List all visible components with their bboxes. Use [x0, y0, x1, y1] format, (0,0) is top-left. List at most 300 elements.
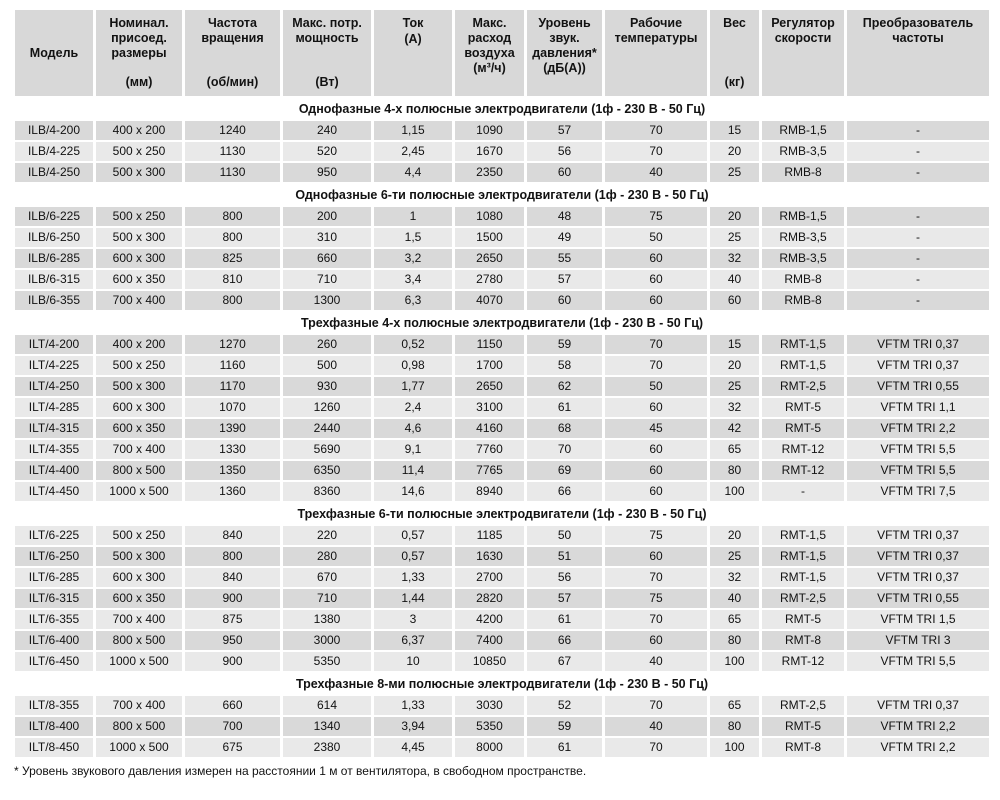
value-cell: 60: [605, 547, 707, 566]
value-cell: 61: [527, 738, 602, 757]
value-cell: 600 x 350: [96, 270, 182, 289]
value-cell: 60: [605, 291, 707, 310]
value-cell: 5350: [283, 652, 371, 671]
value-cell: 52: [527, 696, 602, 715]
value-cell: 70: [605, 738, 707, 757]
model-cell: ILB/6-285: [15, 249, 93, 268]
value-cell: 4,6: [374, 419, 452, 438]
value-cell: RMT-5: [762, 419, 844, 438]
section-header-row: [15, 312, 989, 333]
value-cell: 7765: [455, 461, 524, 480]
column-title: Макс. расход воздуха: [464, 16, 515, 60]
value-cell: 40: [710, 589, 759, 608]
column-unit: (м³/ч): [473, 61, 506, 76]
value-cell: RMT-2,5: [762, 377, 844, 396]
value-cell: 70: [605, 610, 707, 629]
value-cell: RMT-12: [762, 652, 844, 671]
value-cell: 1070: [185, 398, 280, 417]
value-cell: VFTM TRI 0,37: [847, 335, 989, 354]
column-title: Регулятор скорости: [771, 16, 835, 45]
value-cell: 2380: [283, 738, 371, 757]
value-cell: VFTM TRI 5,5: [847, 652, 989, 671]
section-title: Однофазные 4-х полюсные электродвигатели (1ф - 230 В - 50 Гц): [15, 98, 989, 119]
value-cell: 80: [710, 461, 759, 480]
value-cell: 1,44: [374, 589, 452, 608]
model-cell: ILT/6-355: [15, 610, 93, 629]
value-cell: 60: [605, 482, 707, 501]
table-row: [15, 142, 989, 161]
column-header: [185, 10, 280, 96]
table-row: [15, 121, 989, 140]
table-row: [15, 631, 989, 650]
value-cell: 1,5: [374, 228, 452, 247]
value-cell: 25: [710, 163, 759, 182]
model-cell: ILT/4-355: [15, 440, 93, 459]
value-cell: 4200: [455, 610, 524, 629]
column-header: [527, 10, 602, 96]
model-cell: ILB/6-225: [15, 207, 93, 226]
value-cell: 70: [605, 568, 707, 587]
table-row: [15, 291, 989, 310]
value-cell: RMT-1,5: [762, 335, 844, 354]
value-cell: 70: [605, 335, 707, 354]
value-cell: RMT-1,5: [762, 356, 844, 375]
value-cell: 1260: [283, 398, 371, 417]
value-cell: 8360: [283, 482, 371, 501]
value-cell: 70: [527, 440, 602, 459]
value-cell: 62: [527, 377, 602, 396]
value-cell: 11,4: [374, 461, 452, 480]
value-cell: 1,33: [374, 568, 452, 587]
value-cell: 2440: [283, 419, 371, 438]
value-cell: 1160: [185, 356, 280, 375]
value-cell: 2820: [455, 589, 524, 608]
value-cell: 670: [283, 568, 371, 587]
value-cell: -: [847, 142, 989, 161]
value-cell: 1350: [185, 461, 280, 480]
value-cell: 58: [527, 356, 602, 375]
section-title: Однофазные 6-ти полюсные электродвигатели (1ф - 230 В - 50 Гц): [15, 184, 989, 205]
value-cell: 14,6: [374, 482, 452, 501]
value-cell: 500 x 250: [96, 356, 182, 375]
model-cell: ILT/8-450: [15, 738, 93, 757]
value-cell: -: [847, 291, 989, 310]
value-cell: RMB-8: [762, 291, 844, 310]
value-cell: 66: [527, 482, 602, 501]
value-cell: 3: [374, 610, 452, 629]
value-cell: 1340: [283, 717, 371, 736]
column-title: Модель: [29, 45, 79, 60]
column-title: Ток: [402, 16, 424, 30]
section-title: Трехфазные 8-ми полюсные электродвигатели (1ф - 230 В - 50 Гц): [15, 673, 989, 694]
value-cell: 70: [605, 142, 707, 161]
value-cell: 6,3: [374, 291, 452, 310]
value-cell: 1360: [185, 482, 280, 501]
value-cell: -: [762, 482, 844, 501]
value-cell: 800 x 500: [96, 717, 182, 736]
value-cell: VFTM TRI 0,37: [847, 526, 989, 545]
value-cell: 1240: [185, 121, 280, 140]
value-cell: RMT-12: [762, 440, 844, 459]
value-cell: RMB-3,5: [762, 228, 844, 247]
value-cell: 20: [710, 526, 759, 545]
value-cell: 56: [527, 568, 602, 587]
value-cell: 1700: [455, 356, 524, 375]
value-cell: 600 x 300: [96, 398, 182, 417]
value-cell: 60: [605, 398, 707, 417]
value-cell: -: [847, 163, 989, 182]
value-cell: 60: [527, 163, 602, 182]
section-header-row: [15, 184, 989, 205]
value-cell: VFTM TRI 7,5: [847, 482, 989, 501]
value-cell: 500 x 300: [96, 377, 182, 396]
value-cell: 7400: [455, 631, 524, 650]
value-cell: 48: [527, 207, 602, 226]
value-cell: 61: [527, 398, 602, 417]
value-cell: 2350: [455, 163, 524, 182]
value-cell: -: [847, 121, 989, 140]
model-cell: ILT/4-200: [15, 335, 93, 354]
value-cell: 1170: [185, 377, 280, 396]
value-cell: 45: [605, 419, 707, 438]
model-cell: ILT/6-315: [15, 589, 93, 608]
table-row: [15, 589, 989, 608]
value-cell: 0,52: [374, 335, 452, 354]
column-header: [15, 10, 93, 96]
column-header: [605, 10, 707, 96]
value-cell: VFTM TRI 5,5: [847, 461, 989, 480]
value-cell: 400 x 200: [96, 335, 182, 354]
value-cell: 5690: [283, 440, 371, 459]
value-cell: 1000 x 500: [96, 652, 182, 671]
value-cell: RMT-2,5: [762, 696, 844, 715]
value-cell: -: [847, 270, 989, 289]
model-cell: ILB/6-315: [15, 270, 93, 289]
column-title: Уровень звук. давления*: [532, 16, 597, 60]
value-cell: RMT-1,5: [762, 547, 844, 566]
value-cell: 2650: [455, 377, 524, 396]
value-cell: VFTM TRI 3: [847, 631, 989, 650]
value-cell: 8000: [455, 738, 524, 757]
value-cell: 600 x 350: [96, 589, 182, 608]
value-cell: 1300: [283, 291, 371, 310]
value-cell: 4070: [455, 291, 524, 310]
value-cell: VFTM TRI 0,37: [847, 356, 989, 375]
value-cell: RMT-8: [762, 631, 844, 650]
value-cell: 260: [283, 335, 371, 354]
value-cell: 500 x 300: [96, 163, 182, 182]
value-cell: 200: [283, 207, 371, 226]
table-row: [15, 398, 989, 417]
value-cell: RMB-3,5: [762, 249, 844, 268]
value-cell: 810: [185, 270, 280, 289]
section-header-row: [15, 98, 989, 119]
model-cell: ILB/4-225: [15, 142, 93, 161]
model-cell: ILB/6-250: [15, 228, 93, 247]
fan-spec-table: [12, 8, 992, 759]
value-cell: 61: [527, 610, 602, 629]
value-cell: 5350: [455, 717, 524, 736]
value-cell: -: [847, 207, 989, 226]
value-cell: 800: [185, 207, 280, 226]
value-cell: 840: [185, 568, 280, 587]
value-cell: 1000 x 500: [96, 738, 182, 757]
value-cell: 60: [605, 270, 707, 289]
value-cell: 1500: [455, 228, 524, 247]
value-cell: 3000: [283, 631, 371, 650]
value-cell: 8940: [455, 482, 524, 501]
value-cell: 59: [527, 335, 602, 354]
value-cell: 66: [527, 631, 602, 650]
value-cell: 69: [527, 461, 602, 480]
value-cell: 40: [605, 717, 707, 736]
value-cell: 0,98: [374, 356, 452, 375]
value-cell: 20: [710, 142, 759, 161]
value-cell: 25: [710, 228, 759, 247]
value-cell: 100: [710, 738, 759, 757]
value-cell: 2700: [455, 568, 524, 587]
value-cell: VFTM TRI 0,37: [847, 696, 989, 715]
value-cell: 950: [283, 163, 371, 182]
column-header-row: [15, 10, 989, 96]
value-cell: 40: [710, 270, 759, 289]
value-cell: 59: [527, 717, 602, 736]
value-cell: 51: [527, 547, 602, 566]
table-row: [15, 335, 989, 354]
value-cell: 75: [605, 207, 707, 226]
value-cell: VFTM TRI 0,55: [847, 377, 989, 396]
value-cell: RMT-5: [762, 398, 844, 417]
value-cell: 2,4: [374, 398, 452, 417]
value-cell: 3,94: [374, 717, 452, 736]
model-cell: ILB/4-200: [15, 121, 93, 140]
column-header: [455, 10, 524, 96]
value-cell: 1,15: [374, 121, 452, 140]
value-cell: 3100: [455, 398, 524, 417]
value-cell: 32: [710, 249, 759, 268]
value-cell: 700 x 400: [96, 610, 182, 629]
value-cell: RMT-1,5: [762, 568, 844, 587]
value-cell: VFTM TRI 0,37: [847, 547, 989, 566]
value-cell: 50: [605, 377, 707, 396]
model-cell: ILT/6-225: [15, 526, 93, 545]
value-cell: 800 x 500: [96, 631, 182, 650]
value-cell: 70: [605, 696, 707, 715]
value-cell: 0,57: [374, 547, 452, 566]
value-cell: 4,45: [374, 738, 452, 757]
value-cell: 600 x 300: [96, 568, 182, 587]
value-cell: 500 x 250: [96, 142, 182, 161]
table-row: [15, 461, 989, 480]
model-cell: ILB/4-250: [15, 163, 93, 182]
table-row: [15, 356, 989, 375]
column-unit: (мм): [125, 75, 153, 90]
value-cell: 600 x 350: [96, 419, 182, 438]
value-cell: 1380: [283, 610, 371, 629]
value-cell: 710: [283, 589, 371, 608]
value-cell: 660: [185, 696, 280, 715]
value-cell: 65: [710, 610, 759, 629]
value-cell: 800: [185, 547, 280, 566]
value-cell: 800: [185, 228, 280, 247]
value-cell: 9,1: [374, 440, 452, 459]
value-cell: VFTM TRI 5,5: [847, 440, 989, 459]
column-title: Рабочие температуры: [614, 16, 698, 45]
table-row: [15, 696, 989, 715]
value-cell: 310: [283, 228, 371, 247]
value-cell: 1,33: [374, 696, 452, 715]
value-cell: 0,57: [374, 526, 452, 545]
model-cell: ILT/4-450: [15, 482, 93, 501]
model-cell: ILT/6-400: [15, 631, 93, 650]
table-row: [15, 440, 989, 459]
sound-level-footnote: * Уровень звукового давления измерен на расстоянии 1 м от вентилятора, в свободном пространстве.: [14, 764, 587, 778]
model-cell: ILT/4-400: [15, 461, 93, 480]
table-row: [15, 419, 989, 438]
value-cell: 7760: [455, 440, 524, 459]
value-cell: 57: [527, 270, 602, 289]
value-cell: 400 x 200: [96, 121, 182, 140]
value-cell: 42: [710, 419, 759, 438]
table-row: [15, 652, 989, 671]
table-row: [15, 377, 989, 396]
value-cell: 240: [283, 121, 371, 140]
value-cell: 1270: [185, 335, 280, 354]
value-cell: 70: [605, 356, 707, 375]
value-cell: 4,4: [374, 163, 452, 182]
value-cell: 25: [710, 377, 759, 396]
value-cell: 500 x 300: [96, 547, 182, 566]
column-unit: (кг): [724, 75, 745, 90]
value-cell: 614: [283, 696, 371, 715]
value-cell: 60: [605, 440, 707, 459]
column-header: [847, 10, 989, 96]
value-cell: 2650: [455, 249, 524, 268]
section-header-row: [15, 673, 989, 694]
value-cell: 1390: [185, 419, 280, 438]
value-cell: 15: [710, 121, 759, 140]
value-cell: 600 x 300: [96, 249, 182, 268]
table-row: [15, 249, 989, 268]
value-cell: 500 x 300: [96, 228, 182, 247]
value-cell: 660: [283, 249, 371, 268]
value-cell: VFTM TRI 0,37: [847, 568, 989, 587]
value-cell: 700 x 400: [96, 291, 182, 310]
value-cell: VFTM TRI 0,55: [847, 589, 989, 608]
value-cell: 15: [710, 335, 759, 354]
model-cell: ILT/4-285: [15, 398, 93, 417]
value-cell: RMB-8: [762, 270, 844, 289]
value-cell: 32: [710, 398, 759, 417]
value-cell: 60: [605, 631, 707, 650]
value-cell: 20: [710, 207, 759, 226]
value-cell: 57: [527, 121, 602, 140]
value-cell: 57: [527, 589, 602, 608]
column-unit: (Вт): [315, 75, 339, 90]
value-cell: 50: [527, 526, 602, 545]
value-cell: 800 x 500: [96, 461, 182, 480]
value-cell: 40: [605, 652, 707, 671]
value-cell: 900: [185, 652, 280, 671]
value-cell: VFTM TRI 2,2: [847, 717, 989, 736]
value-cell: 950: [185, 631, 280, 650]
value-cell: 1090: [455, 121, 524, 140]
value-cell: 20: [710, 356, 759, 375]
value-cell: 1130: [185, 142, 280, 161]
column-title: Макс. потр. мощность: [292, 16, 362, 45]
value-cell: RMT-2,5: [762, 589, 844, 608]
value-cell: 710: [283, 270, 371, 289]
column-unit: (дБ(А)): [543, 61, 586, 76]
column-title: Частота вращения: [201, 16, 264, 45]
value-cell: 1670: [455, 142, 524, 161]
value-cell: -: [847, 249, 989, 268]
table-row: [15, 270, 989, 289]
value-cell: 60: [710, 291, 759, 310]
table-row: [15, 738, 989, 757]
value-cell: 825: [185, 249, 280, 268]
value-cell: 3030: [455, 696, 524, 715]
value-cell: 25: [710, 547, 759, 566]
value-cell: 10850: [455, 652, 524, 671]
value-cell: 10: [374, 652, 452, 671]
value-cell: 280: [283, 547, 371, 566]
value-cell: 50: [605, 228, 707, 247]
value-cell: RMT-12: [762, 461, 844, 480]
value-cell: 1150: [455, 335, 524, 354]
section-title: Трехфазные 4-х полюсные электродвигатели (1ф - 230 В - 50 Гц): [15, 312, 989, 333]
value-cell: 800: [185, 291, 280, 310]
value-cell: 875: [185, 610, 280, 629]
value-cell: VFTM TRI 1,5: [847, 610, 989, 629]
value-cell: 70: [605, 121, 707, 140]
value-cell: 67: [527, 652, 602, 671]
table-row: [15, 482, 989, 501]
table-row: [15, 526, 989, 545]
value-cell: 500 x 250: [96, 207, 182, 226]
model-cell: ILT/4-225: [15, 356, 93, 375]
table-row: [15, 547, 989, 566]
column-title: Преобразователь частоты: [862, 16, 974, 45]
column-title: Вес: [723, 16, 746, 30]
value-cell: 65: [710, 440, 759, 459]
table-row: [15, 717, 989, 736]
value-cell: 6,37: [374, 631, 452, 650]
column-header: [96, 10, 182, 96]
value-cell: 2780: [455, 270, 524, 289]
column-unit: (А): [404, 31, 422, 46]
table-row: [15, 163, 989, 182]
value-cell: 700: [185, 717, 280, 736]
value-cell: -: [847, 228, 989, 247]
value-cell: 1000 x 500: [96, 482, 182, 501]
value-cell: 220: [283, 526, 371, 545]
column-unit: (об/мин): [206, 75, 259, 90]
value-cell: RMB-1,5: [762, 121, 844, 140]
value-cell: 500: [283, 356, 371, 375]
value-cell: 68: [527, 419, 602, 438]
column-header: [710, 10, 759, 96]
value-cell: RMT-8: [762, 738, 844, 757]
value-cell: 4160: [455, 419, 524, 438]
value-cell: 700 x 400: [96, 440, 182, 459]
value-cell: 60: [605, 249, 707, 268]
value-cell: 3,2: [374, 249, 452, 268]
section-header-row: [15, 503, 989, 524]
value-cell: 32: [710, 568, 759, 587]
value-cell: 1080: [455, 207, 524, 226]
value-cell: 60: [527, 291, 602, 310]
